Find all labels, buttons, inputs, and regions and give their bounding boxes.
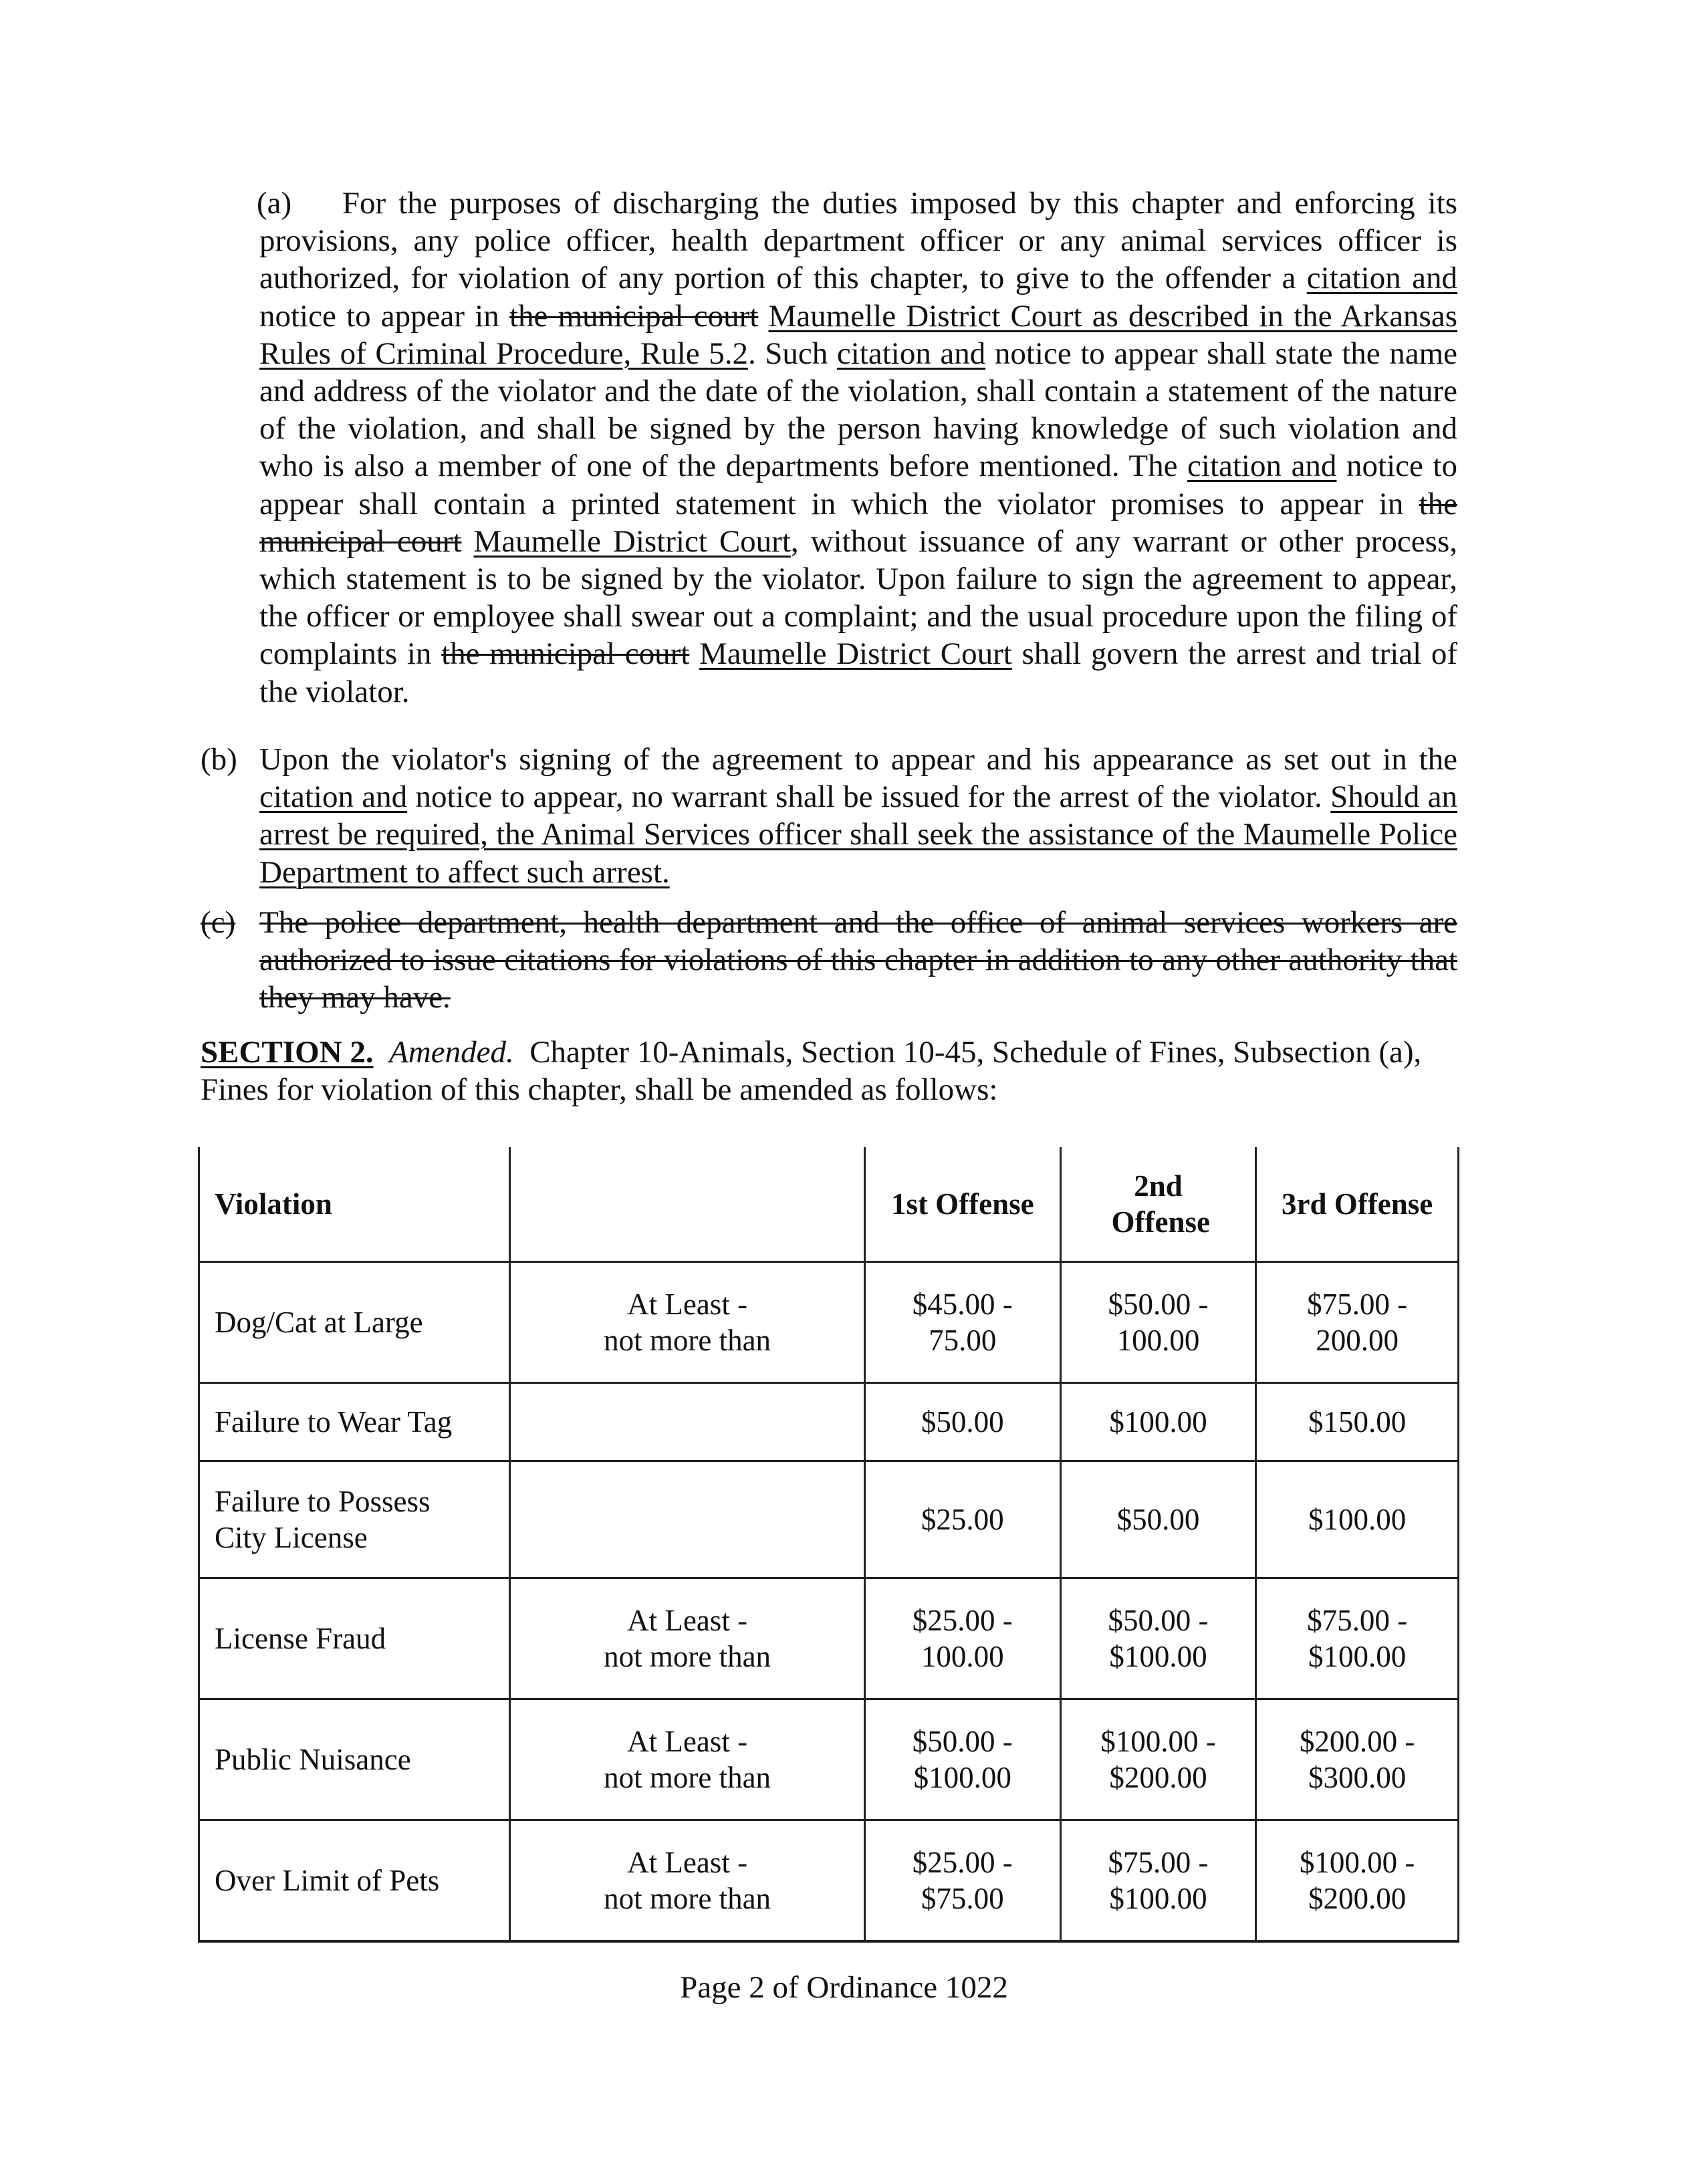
fine-line: $50.00 - xyxy=(912,1725,1013,1758)
range-cell xyxy=(510,1383,865,1461)
paragraph-a-text: , without issuance of any warrant or other process, which statement is to be signed by the violator. Upon failure to sign the agreement to appear, the officer or employee shall swear out a complaint; and the usual procedure upon the filing of complaints in xyxy=(259,523,1457,672)
range-cell xyxy=(510,1461,865,1578)
table-row xyxy=(199,1461,1459,1578)
violation-line: City License xyxy=(215,1521,368,1554)
inserted-text: citation and xyxy=(836,336,986,371)
fine-line: $100.00 xyxy=(1308,1640,1407,1673)
table-row xyxy=(199,1820,1459,1942)
fine-line: $50.00 - xyxy=(1108,1604,1209,1637)
header-violation: Violation xyxy=(199,1147,510,1262)
range-line: not more than xyxy=(604,1640,771,1673)
header-2nd-offense-text: 2nd Offense xyxy=(1111,1169,1210,1239)
header-3rd-offense: 3rd Offense xyxy=(1256,1147,1459,1262)
offense-1-cell xyxy=(864,1262,1060,1383)
violation-cell: License Fraud xyxy=(199,1578,510,1699)
paragraph-a-text: . Such xyxy=(747,336,828,371)
offense-2-cell xyxy=(1060,1262,1256,1383)
violation-cell: Over Limit of Pets xyxy=(199,1820,510,1942)
section-heading: SECTION 2. xyxy=(201,1035,374,1070)
paragraph-b xyxy=(201,741,1457,891)
paragraph-a-text: For the purposes of discharging the duties imposed by this chapter and enforcing its provisions, any police officer, health department officer or any animal services officer is authorized, for violation of any portion of this chapter, to give to the offender a xyxy=(259,186,1457,296)
fine-line: $75.00 xyxy=(921,1882,1004,1915)
fine-line: $100.00 - xyxy=(1100,1725,1216,1758)
section-text: Chapter 10-Animals, Section 10-45, Schedule of Fines, Subsection (a), Fines for violation of this chapter, shall be amended as follows: xyxy=(201,1035,1422,1108)
range-line: At Least - xyxy=(627,1725,748,1758)
paragraph-a-label: (a) xyxy=(257,186,292,221)
offense-3-cell xyxy=(1256,1262,1459,1383)
offense-1-cell xyxy=(864,1699,1060,1820)
offense-2-cell xyxy=(1060,1699,1256,1820)
fine-line: $50.00 - xyxy=(1108,1288,1209,1321)
offense-1-cell: $25.00 xyxy=(864,1461,1060,1578)
inserted-text: Maumelle District Court xyxy=(699,636,1012,672)
deleted-text: the municipal court xyxy=(441,636,690,672)
fine-line: $100.00 - xyxy=(1299,1846,1415,1879)
offense-2-cell xyxy=(1060,1820,1256,1942)
fine-line: $200.00 - xyxy=(1299,1725,1415,1758)
range-line: At Least - xyxy=(627,1604,748,1637)
offense-3-cell xyxy=(1256,1699,1459,1820)
range-cell xyxy=(510,1699,865,1820)
fine-line: 75.00 xyxy=(929,1324,997,1357)
offense-3-cell xyxy=(1256,1578,1459,1699)
range-cell xyxy=(510,1262,865,1383)
fines-table xyxy=(198,1147,1459,1943)
fine-line: 200.00 xyxy=(1316,1324,1399,1357)
paragraph-c-label: (c) xyxy=(201,905,236,940)
fine-line: $200.00 xyxy=(1308,1882,1407,1915)
fine-line: $75.00 - xyxy=(1307,1604,1408,1637)
violation-line: Failure to Possess xyxy=(215,1485,431,1518)
offense-1-cell xyxy=(864,1820,1060,1942)
fine-line: $100.00 xyxy=(1109,1882,1207,1915)
section-2 xyxy=(201,1034,1457,1108)
violation-cell xyxy=(199,1461,510,1578)
fine-line: $100.00 xyxy=(913,1761,1011,1794)
deleted-text: the municipal court xyxy=(259,486,1457,559)
inserted-text: citation and xyxy=(1187,449,1337,484)
offense-2-cell: $100.00 xyxy=(1060,1383,1256,1461)
header-1st-offense: 1st Offense xyxy=(864,1147,1060,1262)
offense-1-cell: $50.00 xyxy=(864,1383,1060,1461)
table-row xyxy=(199,1262,1459,1383)
range-line: not more than xyxy=(604,1324,771,1357)
range-line: not more than xyxy=(604,1882,771,1915)
range-line: not more than xyxy=(604,1761,771,1794)
offense-2-cell: $50.00 xyxy=(1060,1461,1256,1578)
header-blank xyxy=(510,1147,865,1262)
header-2nd-offense xyxy=(1060,1147,1256,1262)
offense-3-cell: $150.00 xyxy=(1256,1383,1459,1461)
inserted-text: Maumelle District Court xyxy=(473,523,791,559)
fine-line: $25.00 - xyxy=(912,1604,1013,1637)
deleted-text: the municipal court xyxy=(509,298,759,334)
fine-line: $75.00 - xyxy=(1108,1846,1209,1879)
amended-label: Amended. xyxy=(389,1035,514,1070)
paragraph-c-text: The police department, health department and the office of animal services workers are authorized to issue citations for violations of this chapter in addition to any other authority that they may have. xyxy=(259,905,1457,1015)
fine-line: 100.00 xyxy=(921,1640,1004,1673)
offense-3-cell xyxy=(1256,1820,1459,1942)
paragraph-a-text: shall govern the arrest and trial of the violator. xyxy=(259,636,1458,709)
offense-3-cell: $100.00 xyxy=(1256,1461,1459,1578)
violation-cell: Dog/Cat at Large xyxy=(199,1262,510,1383)
inserted-text: Maumelle District Court as described in the Arkansas Rules of Criminal Procedure, Rule 5.2 xyxy=(259,298,1457,371)
paragraph-c-deleted xyxy=(201,904,1457,1017)
offense-2-cell xyxy=(1060,1578,1256,1699)
paragraph-a xyxy=(259,185,1457,711)
page-footer: Page 2 of Ordinance 1022 xyxy=(680,1970,1008,2005)
fine-line: $25.00 - xyxy=(912,1846,1013,1879)
paragraph-b-text: Upon the violator's signing of the agreement to appear and his appearance as set out in the xyxy=(259,742,1457,777)
paragraph-a-text: notice to appear shall contain a printed statement in which the violator promises to appear in xyxy=(259,449,1457,521)
fine-line: $75.00 - xyxy=(1307,1288,1408,1321)
paragraph-b-text: notice to appear, no warrant shall be issued for the arrest of the violator. xyxy=(415,779,1322,815)
table-row xyxy=(199,1699,1459,1820)
inserted-text: citation and xyxy=(1306,261,1458,296)
range-cell xyxy=(510,1820,865,1942)
table-row xyxy=(199,1578,1459,1699)
inserted-text: Should an arrest be required, the Animal Services officer shall seek the assistance of the Maumelle Police Department to affect such arrest. xyxy=(259,779,1458,890)
paragraph-b-label: (b) xyxy=(201,742,237,777)
violation-cell: Public Nuisance xyxy=(199,1699,510,1820)
table-header-row xyxy=(199,1147,1459,1262)
paragraph-a-text: notice to appear shall state the name and address of the violator and the date of the violation, shall contain a statement of the nature of the violation, and shall be signed by the person having knowledge of such violation and who is also a member of one of the departments before mentioned. The xyxy=(259,336,1457,484)
fine-line: $100.00 xyxy=(1109,1640,1207,1673)
fine-line: $200.00 xyxy=(1109,1761,1207,1794)
range-line: At Least - xyxy=(627,1288,748,1321)
fine-line: $300.00 xyxy=(1308,1761,1407,1794)
range-cell xyxy=(510,1578,865,1699)
inserted-text: citation and xyxy=(259,779,408,815)
table-row xyxy=(199,1383,1459,1461)
paragraph-a-text: notice to appear in xyxy=(259,298,499,334)
fine-line: 100.00 xyxy=(1116,1324,1200,1357)
violation-cell: Failure to Wear Tag xyxy=(199,1383,510,1461)
range-line: At Least - xyxy=(627,1846,748,1879)
fine-line: $45.00 - xyxy=(912,1288,1013,1321)
offense-1-cell xyxy=(864,1578,1060,1699)
